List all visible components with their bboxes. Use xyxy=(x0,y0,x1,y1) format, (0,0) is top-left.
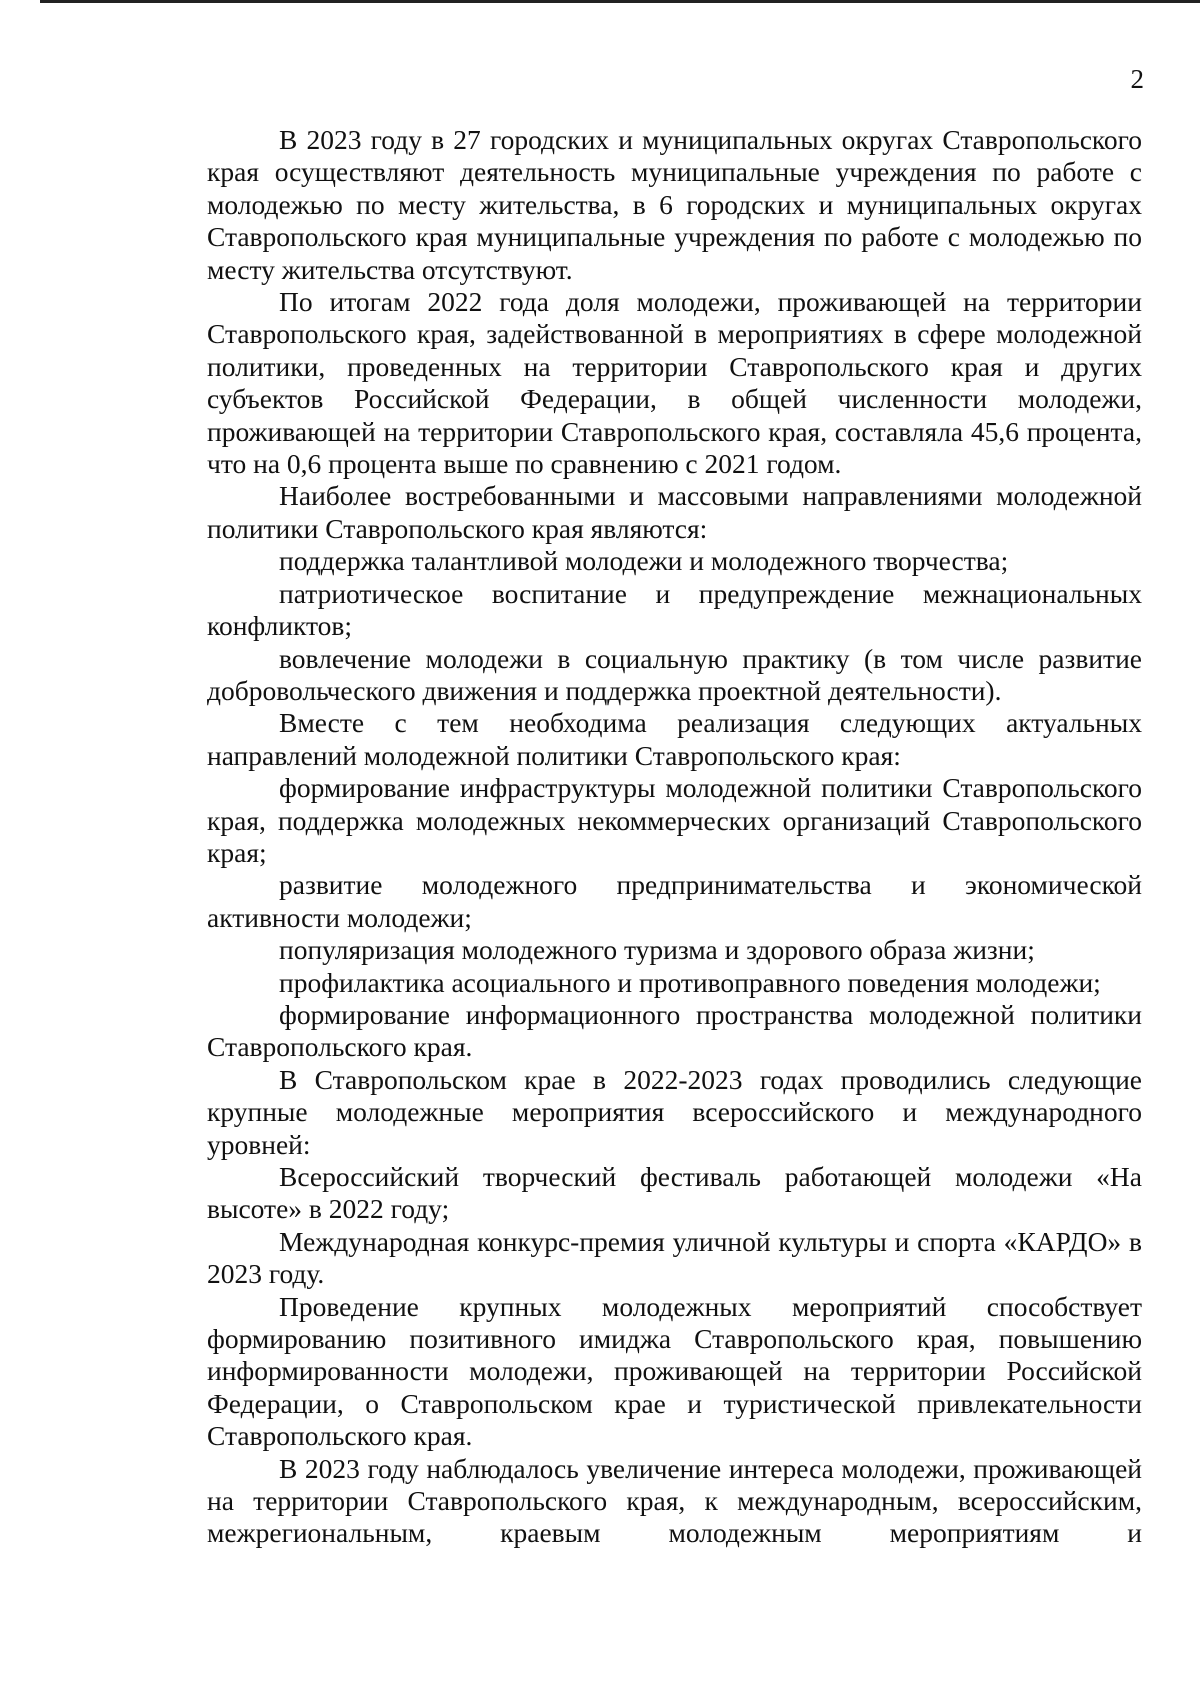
paragraph-events-image: Проведение крупных молодежных мероприятий способствует формированию позитивного имиджа Ставропольского края, повышению информированности молодежи, проживающей на территории Российской Федерации, о Ставропольском крае и туристической привлекательности Ставропольского края. xyxy=(207,1290,1142,1452)
list-item-prevention: профилактика асоциального и противоправного поведения молодежи; xyxy=(279,966,1101,998)
list-item-festival-na-vysote: Всероссийский творческий фестиваль работающей молодежи «На высоте» в 2022 году; xyxy=(207,1161,1142,1225)
list-item-tourism: популяризация молодежного туризма и здорового образа жизни; xyxy=(279,934,1035,966)
paragraph-youth-institutions: В 2023 году в 27 городских и муниципальных округах Ставропольского края осуществляют деятельность муниципальные учреждения по работе с молодежью по месту жительства, в 6 городских и муниципальных округах Ставропольского края муниципальные учреждения по работе с молодежью по месту жительства отсутствуют. xyxy=(207,124,1142,285)
list-item-patriotic-education: патриотическое воспитание и предупреждение межнациональных конфликтов; xyxy=(207,577,1142,642)
list-item-infrastructure: формирование инфраструктуры молодежной политики Ставропольского края, поддержка молодежных некоммерческих организаций Ставропольского края; xyxy=(207,772,1142,868)
paragraph-youth-share-2022: По итогам 2022 года доля молодежи, проживающей на территории Ставропольского края, задействованной в мероприятиях в сфере молодежной политики, проведенных на территории Ставропольского края и других субъектов Российской Федерации, в общей численности молодежи, проживающей на территории Ставропольского края, составляла 45,6 процента, что на 0,6 процента выше по сравнению с 2021 годом. xyxy=(207,286,1142,480)
page-number: 2 xyxy=(1130,64,1144,94)
document-body xyxy=(207,124,1142,1550)
list-item-kardo-award: Международная конкурс-премия уличной культуры и спорта «КАРДО» в 2023 году. xyxy=(207,1225,1142,1290)
paragraph-interest-growth-2023: В 2023 году наблюдалось увеличение интереса молодежи, проживающей на территории Ставропольского края, к международным, всероссийским, межрегиональным, краевым молодежным мероприятиям и xyxy=(207,1452,1142,1549)
list-item-entrepreneurship: развитие молодежного предпринимательства и экономической активности молодежи; xyxy=(207,869,1142,933)
paragraph-actual-directions-intro: Вместе с тем необходима реализация следующих актуальных направлений молодежной политики Ставропольского края: xyxy=(207,707,1142,771)
list-item-social-practice: вовлечение молодежи в социальную практику (в том числе развитие добровольческого движения и поддержка проектной деятельности). xyxy=(207,642,1142,706)
paragraph-main-directions-intro: Наиболее востребованными и массовыми направлениями молодежной политики Ставропольского края являются: xyxy=(207,480,1142,544)
list-item-information-space: формирование информационного пространства молодежной политики Ставропольского края. xyxy=(207,998,1142,1063)
paragraph-major-events-intro: В Ставропольском крае в 2022-2023 годах проводились следующие крупные молодежные мероприятия всероссийского и международного уровней: xyxy=(207,1063,1142,1160)
list-item-talented-youth: поддержка талантливой молодежи и молодежного творчества; xyxy=(279,545,1009,577)
top-edge-line xyxy=(40,0,1200,3)
